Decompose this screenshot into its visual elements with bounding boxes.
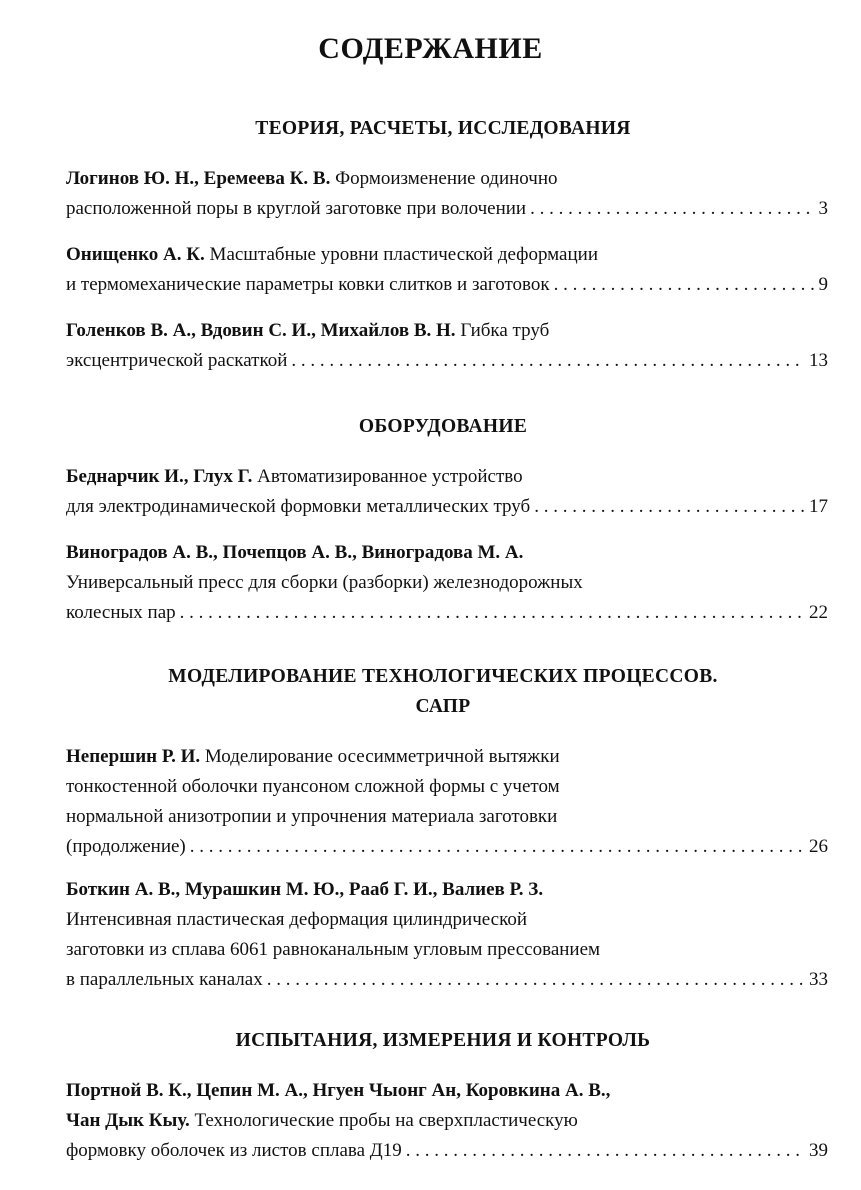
dot-leader <box>534 492 805 522</box>
page-number: 33 <box>809 969 828 990</box>
section-heading-modeling <box>60 662 826 722</box>
toc-entry-loginov[interactable] <box>66 164 828 224</box>
entry-title-line: Универсальный пресс для сборки (разборки) железнодорожных <box>66 572 583 593</box>
toc-entry-golenkov[interactable] <box>66 316 828 376</box>
page-title: СОДЕРЖАНИЕ <box>318 32 543 65</box>
dot-leader <box>291 346 805 376</box>
entry-title-last-line: эксцентрической раскаткой <box>66 350 288 371</box>
entry-title-last-line: расположенной поры в круглой заготовке при волочении <box>66 198 527 219</box>
section-heading-line: САПР <box>415 696 471 717</box>
entry-title-last-line: в параллельных каналах <box>66 969 263 990</box>
entry-authors: Виноградов А. В., Почепцов А. В., Виноградова М. А. <box>66 542 524 563</box>
dot-leader <box>530 194 814 224</box>
dot-leader <box>267 965 805 995</box>
entry-authors: Беднарчик И., Глух Г. <box>66 466 253 487</box>
entry-title-last-line: формовку оболочек из листов сплава Д19 <box>66 1140 402 1161</box>
entry-title-line: заготовки из сплава 6061 равноканальным угловым прессованием <box>66 939 601 960</box>
entry-title-line: тонкостенной оболочки пуансоном сложной формы с учетом <box>66 776 560 797</box>
section-heading-theory: ТЕОРИЯ, РАСЧЕТЫ, ИССЛЕДОВАНИЯ <box>255 118 631 139</box>
entry-title-last-line: колесных пар <box>66 602 176 623</box>
page-number: 3 <box>818 198 828 219</box>
entry-title-line: нормальной анизотропии и упрочнения материала заготовки <box>66 806 558 827</box>
entry-authors: Логинов Ю. Н., Еремеева К. В. <box>66 168 331 189</box>
page-number: 22 <box>809 602 828 623</box>
entry-authors: Портной В. К., Цепин М. А., Нгуен Чыонг Ан, Коровкина А. В., <box>66 1080 611 1101</box>
entry-title-last-line: для электродинамической формовки металлических труб <box>66 496 531 517</box>
dot-leader <box>406 1136 805 1166</box>
section-heading-equipment: ОБОРУДОВАНИЕ <box>358 416 528 437</box>
entry-authors: Голенков В. А., Вдовин С. И., Михайлов В. Н. <box>66 320 456 341</box>
page-number: 9 <box>818 274 828 295</box>
page-number: 17 <box>809 496 828 517</box>
dot-leader <box>190 832 805 862</box>
entry-title-line: Моделирование осесимметричной вытяжки <box>204 746 560 767</box>
entry-authors: Онищенко А. К. <box>66 244 205 265</box>
toc-entry-vinogradov[interactable] <box>66 538 828 628</box>
toc-entry-botkin[interactable] <box>66 875 828 995</box>
toc-entry-bednarchik[interactable] <box>66 462 828 522</box>
dot-leader <box>180 598 805 628</box>
entry-title-line: Автоматизированное устройство <box>257 466 523 487</box>
page-number: 26 <box>809 836 828 857</box>
page-number: 13 <box>809 350 828 371</box>
page-number: 39 <box>809 1140 828 1161</box>
entry-authors-cont: Чан Дык Кыу. <box>66 1110 190 1131</box>
entry-title-last-line: (продолжение) <box>66 836 186 857</box>
toc-entry-nepershin[interactable] <box>66 742 828 862</box>
dot-leader <box>554 270 815 300</box>
entry-authors: Непершин Р. И. <box>66 746 201 767</box>
section-heading-testing: ИСПЫТАНИЯ, ИЗМЕРЕНИЯ И КОНТРОЛЬ <box>235 1030 651 1051</box>
entry-title-line: Формоизменение одиночно <box>335 168 558 189</box>
entry-title-last-line: и термомеханические параметры ковки слитков и заготовок <box>66 274 550 295</box>
toc-entry-onishchenko[interactable] <box>66 240 828 300</box>
entry-authors: Боткин А. В., Мурашкин М. Ю., Рааб Г. И., Валиев Р. З. <box>66 879 544 900</box>
entry-title-line: Технологические пробы на сверхпластическую <box>194 1110 578 1131</box>
entry-title-line: Интенсивная пластическая деформация цилиндрической <box>66 909 528 930</box>
entry-title-line: Гибка труб <box>460 320 550 341</box>
section-heading-line: МОДЕЛИРОВАНИЕ ТЕХНОЛОГИЧЕСКИХ ПРОЦЕССОВ. <box>168 666 718 687</box>
entry-title-line: Масштабные уровни пластической деформации <box>209 244 598 265</box>
toc-entry-portnoy[interactable] <box>66 1076 828 1166</box>
